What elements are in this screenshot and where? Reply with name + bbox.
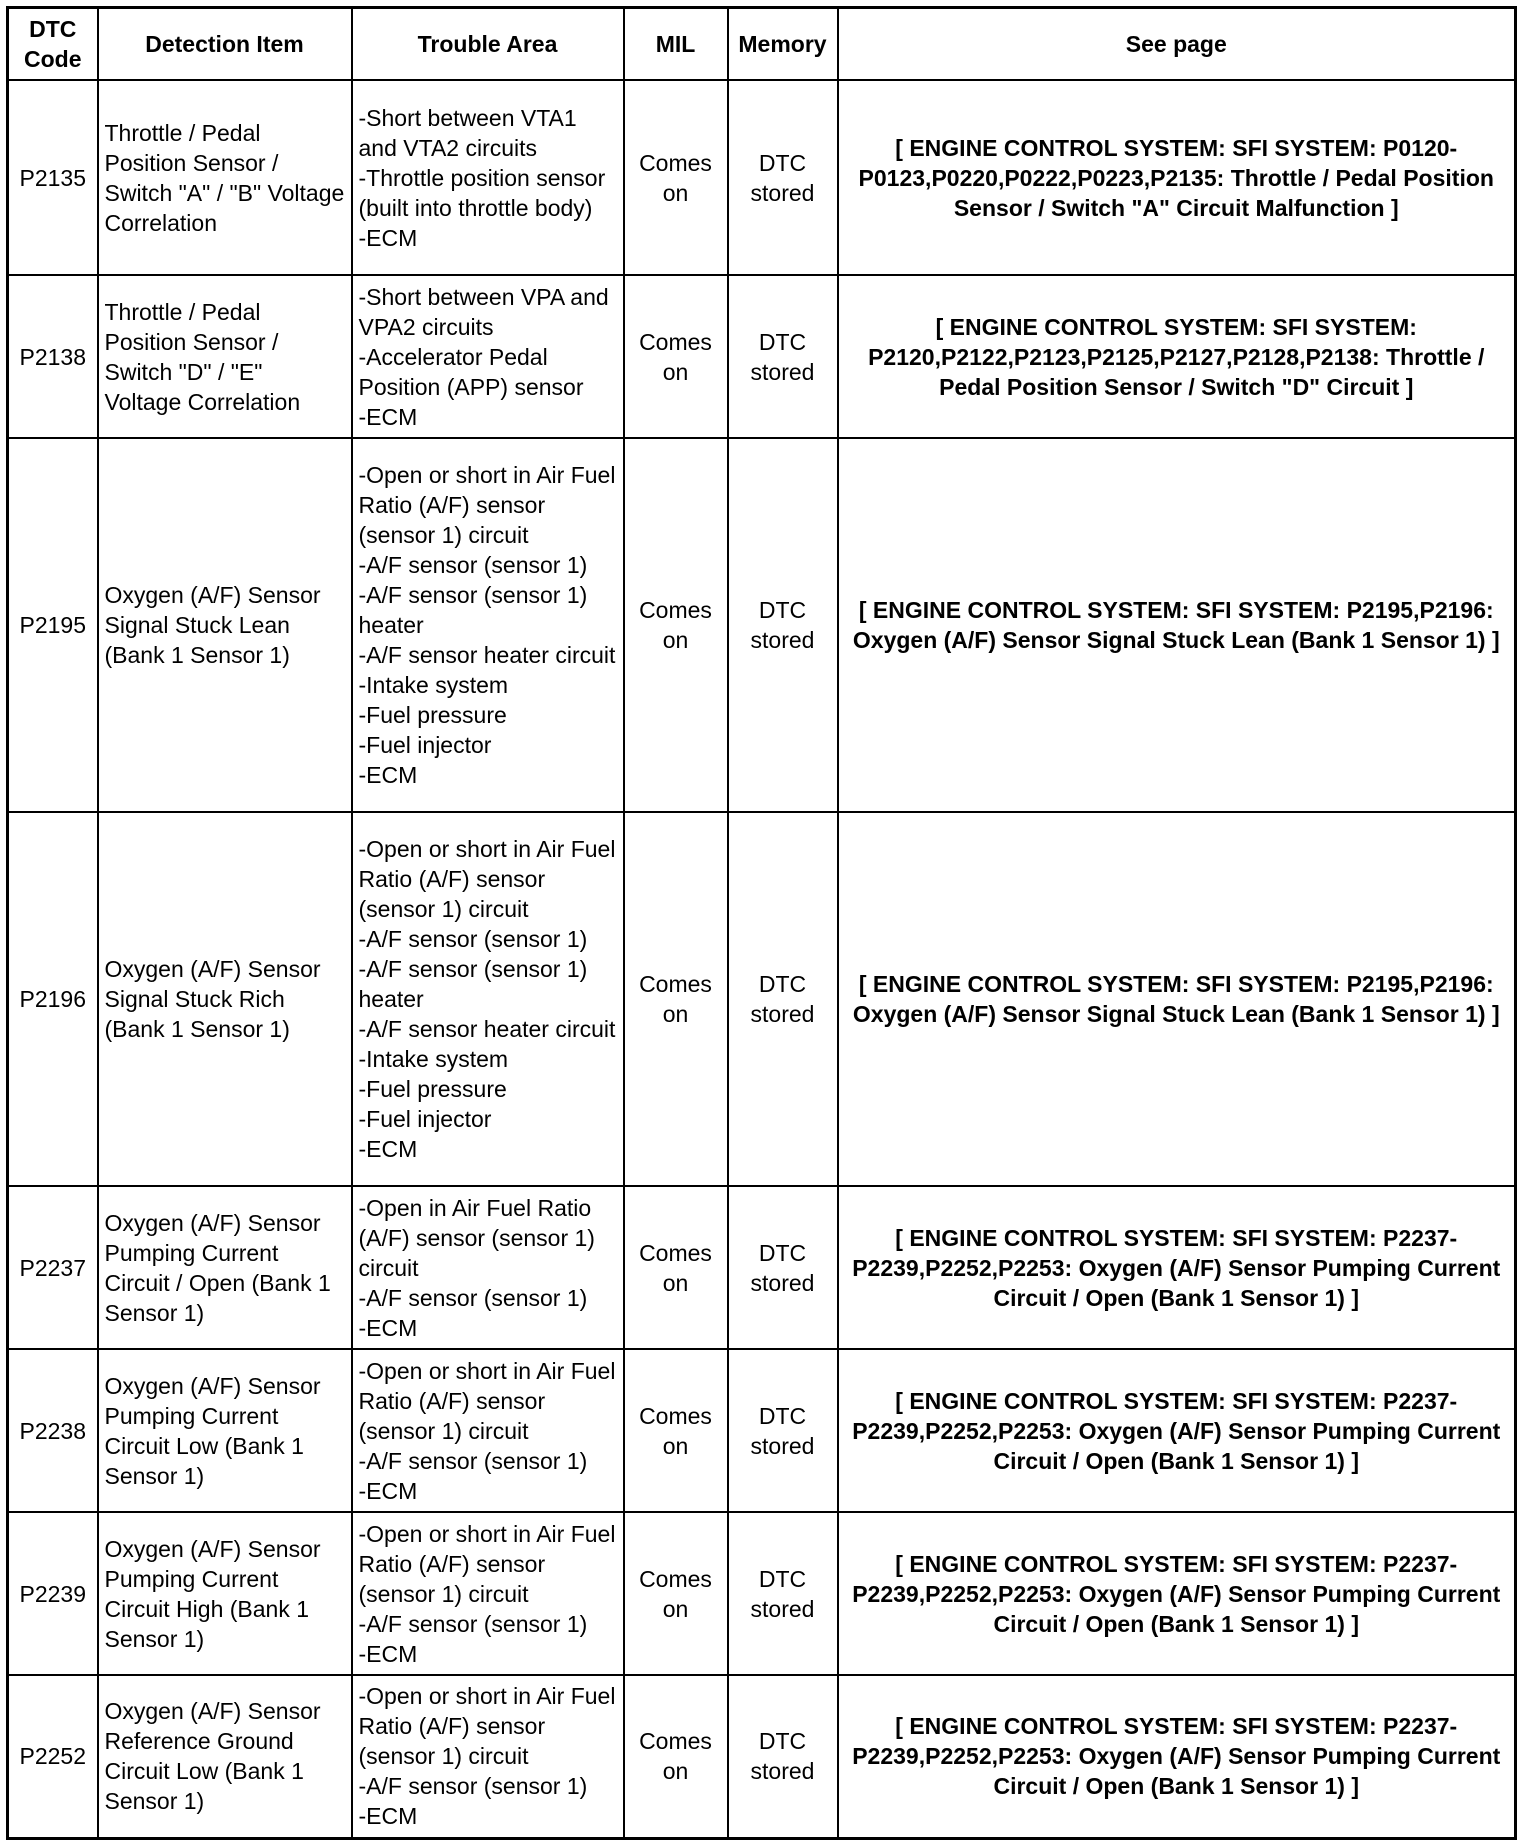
mil-cell: Comes on (624, 1675, 728, 1838)
see-page-link[interactable]: [ ENGINE CONTROL SYSTEM: SFI SYSTEM: P2237-P2239,P2252,P2253: Oxygen (A/F) Sensor Pumping Current Circuit / Open (Bank 1 Sensor 1) ] (838, 1186, 1516, 1349)
table-row (8, 1349, 1516, 1512)
mil-cell: Comes on (624, 275, 728, 438)
detection-item-cell: Oxygen (A/F) Sensor Pumping Current Circuit Low (Bank 1 Sensor 1) (98, 1349, 352, 1512)
memory-cell: DTC stored (728, 1349, 838, 1512)
dtc-table (6, 6, 1517, 1840)
see-page-link[interactable]: [ ENGINE CONTROL SYSTEM: SFI SYSTEM: P2120,P2122,P2123,P2125,P2127,P2128,P2138: Throttle / Pedal Position Sensor / Switch "D" Circuit ] (838, 275, 1516, 438)
header-dtc-code: DTC Code (8, 8, 98, 81)
trouble-area-cell: -Short between VTA1 and VTA2 circuits -Throttle position sensor (built into throttle body) -ECM (352, 80, 624, 275)
trouble-area-cell: -Short between VPA and VPA2 circuits -Accelerator Pedal Position (APP) sensor -ECM (352, 275, 624, 438)
trouble-area-cell: -Open or short in Air Fuel Ratio (A/F) sensor (sensor 1) circuit -A/F sensor (sensor 1) -A/F sensor (sensor 1) heater -A/F sensor heater circuit -Intake system -Fuel pressure -Fuel injector -ECM (352, 812, 624, 1186)
dtc-code-cell: P2135 (8, 80, 98, 275)
detection-item-cell: Oxygen (A/F) Sensor Pumping Current Circuit / Open (Bank 1 Sensor 1) (98, 1186, 352, 1349)
header-mil: MIL (624, 8, 728, 81)
memory-cell: DTC stored (728, 812, 838, 1186)
detection-item-cell: Oxygen (A/F) Sensor Reference Ground Circuit Low (Bank 1 Sensor 1) (98, 1675, 352, 1838)
detection-item-cell: Oxygen (A/F) Sensor Signal Stuck Rich (Bank 1 Sensor 1) (98, 812, 352, 1186)
detection-item-cell: Oxygen (A/F) Sensor Pumping Current Circuit High (Bank 1 Sensor 1) (98, 1512, 352, 1675)
trouble-area-cell: -Open or short in Air Fuel Ratio (A/F) sensor (sensor 1) circuit -A/F sensor (sensor 1) -ECM (352, 1512, 624, 1675)
dtc-code-cell: P2138 (8, 275, 98, 438)
table-row (8, 812, 1516, 1186)
mil-cell: Comes on (624, 438, 728, 812)
mil-cell: Comes on (624, 1512, 728, 1675)
see-page-link[interactable]: [ ENGINE CONTROL SYSTEM: SFI SYSTEM: P2237-P2239,P2252,P2253: Oxygen (A/F) Sensor Pumping Current Circuit / Open (Bank 1 Sensor 1) ] (838, 1675, 1516, 1838)
see-page-link[interactable]: [ ENGINE CONTROL SYSTEM: SFI SYSTEM: P2237-P2239,P2252,P2253: Oxygen (A/F) Sensor Pumping Current Circuit / Open (Bank 1 Sensor 1) ] (838, 1349, 1516, 1512)
table-row (8, 1186, 1516, 1349)
header-detection-item: Detection Item (98, 8, 352, 81)
trouble-area-cell: -Open in Air Fuel Ratio (A/F) sensor (sensor 1) circuit -A/F sensor (sensor 1) -ECM (352, 1186, 624, 1349)
see-page-link[interactable]: [ ENGINE CONTROL SYSTEM: SFI SYSTEM: P2195,P2196: Oxygen (A/F) Sensor Signal Stuck Lean (Bank 1 Sensor 1) ] (838, 438, 1516, 812)
header-row (8, 8, 1516, 81)
detection-item-cell: Oxygen (A/F) Sensor Signal Stuck Lean (Bank 1 Sensor 1) (98, 438, 352, 812)
memory-cell: DTC stored (728, 1186, 838, 1349)
mil-cell: Comes on (624, 1186, 728, 1349)
memory-cell: DTC stored (728, 1512, 838, 1675)
dtc-code-cell: P2238 (8, 1349, 98, 1512)
memory-cell: DTC stored (728, 1675, 838, 1838)
header-see-page: See page (838, 8, 1516, 81)
header-memory: Memory (728, 8, 838, 81)
mil-cell: Comes on (624, 812, 728, 1186)
table-row (8, 438, 1516, 812)
trouble-area-cell: -Open or short in Air Fuel Ratio (A/F) sensor (sensor 1) circuit -A/F sensor (sensor 1) -ECM (352, 1349, 624, 1512)
see-page-link[interactable]: [ ENGINE CONTROL SYSTEM: SFI SYSTEM: P0120-P0123,P0220,P0222,P0223,P2135: Throttle / Pedal Position Sensor / Switch "A" Circuit Malfunction ] (838, 80, 1516, 275)
dtc-code-cell: P2196 (8, 812, 98, 1186)
memory-cell: DTC stored (728, 438, 838, 812)
table-row (8, 80, 1516, 275)
memory-cell: DTC stored (728, 80, 838, 275)
dtc-code-cell: P2195 (8, 438, 98, 812)
header-trouble-area: Trouble Area (352, 8, 624, 81)
dtc-code-cell: P2252 (8, 1675, 98, 1838)
table-row (8, 1512, 1516, 1675)
table-row (8, 275, 1516, 438)
table-row (8, 1675, 1516, 1838)
see-page-link[interactable]: [ ENGINE CONTROL SYSTEM: SFI SYSTEM: P2237-P2239,P2252,P2253: Oxygen (A/F) Sensor Pumping Current Circuit / Open (Bank 1 Sensor 1) ] (838, 1512, 1516, 1675)
dtc-code-cell: P2237 (8, 1186, 98, 1349)
see-page-link[interactable]: [ ENGINE CONTROL SYSTEM: SFI SYSTEM: P2195,P2196: Oxygen (A/F) Sensor Signal Stuck Lean (Bank 1 Sensor 1) ] (838, 812, 1516, 1186)
mil-cell: Comes on (624, 1349, 728, 1512)
mil-cell: Comes on (624, 80, 728, 275)
detection-item-cell: Throttle / Pedal Position Sensor / Switch "A" / "B" Voltage Correlation (98, 80, 352, 275)
trouble-area-cell: -Open or short in Air Fuel Ratio (A/F) sensor (sensor 1) circuit -A/F sensor (sensor 1) -A/F sensor (sensor 1) heater -A/F sensor heater circuit -Intake system -Fuel pressure -Fuel injector -ECM (352, 438, 624, 812)
detection-item-cell: Throttle / Pedal Position Sensor / Switch "D" / "E" Voltage Correlation (98, 275, 352, 438)
dtc-code-cell: P2239 (8, 1512, 98, 1675)
memory-cell: DTC stored (728, 275, 838, 438)
trouble-area-cell: -Open or short in Air Fuel Ratio (A/F) sensor (sensor 1) circuit -A/F sensor (sensor 1) -ECM (352, 1675, 624, 1838)
